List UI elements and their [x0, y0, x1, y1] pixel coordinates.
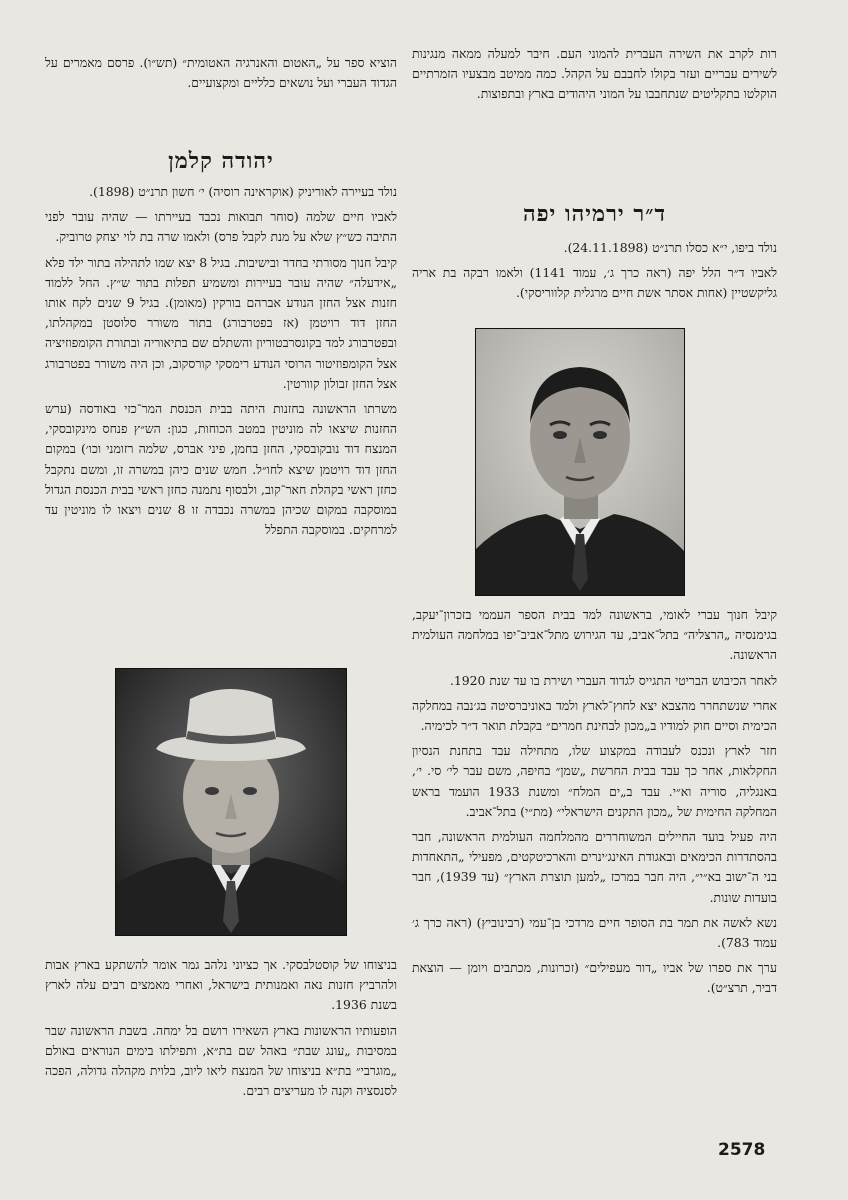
intro-paragraph: הוציא ספר על „האטום והאנרגיה האטומית״ (תש״ו). פרסם מאמרים על הגדוד העברי ועל נושאים כלליים ומקצועיים.: [45, 55, 397, 91]
portrait-yaffe-image: [476, 329, 684, 595]
right-column-intro: [412, 44, 777, 110]
portrait-photo-kalman: [115, 668, 347, 936]
bio-paragraph: אחרי שנשתחרר מהצבא יצא לחוץ־לארץ ולמד באוניברסיטה בג׳נבה במחלקה הכימית וסיים חוק למודיו ב„מכון לבחינת חמרים״ בקבלת תואר ד״ר לכימיה.: [412, 697, 777, 734]
portrait-photo-yaffe: [475, 328, 685, 596]
bio-paragraph: לאביו חיים שלמה (סוחר תבואות נכבד בעיירתו — שהיה עובר לפני התיבה כש״ץ שלא על מנת לקבל פרס) ולאמו שרה בת לוי יצחק טרוביק.: [45, 209, 397, 245]
intro-paragraph: רות לקרב את השירה העברית להמוני העם. חיבר למעלה ממאה מנגינות לשירים עבריים ועזר בקולו לחבבם על הקהל. כמה ממיטב מבצעיו הזמרתיים הוקלטו בתקליטים שנתחבבו על המוני היהודים בארץ ובתפוצות.: [412, 46, 777, 102]
bio-paragraph: בניצוחו של קוסטלבסקי. אך כציוני נלהב גמר אומר להשתקע בארץ אבות ולהרביץ חזנות נאה ואמנותית בישראל, ואחרי מאמצים רבים עלה לארץ בשנת 1936.: [45, 957, 397, 1013]
bio-paragraph: ערך את ספרו של אביו „דור מעפילים״ (זכרונות, מכתבים ויומן — הוצאת דביר, תרצ״ט).: [412, 960, 777, 996]
right-column-bio-main: [412, 605, 777, 1004]
bio-paragraph: נשא לאשה את תמר בת הסופר חיים מרדכי בן־עמי (רבינוביץ) (ראה כרך ג׳ עמוד 783).: [412, 914, 777, 951]
page-number: 2578: [718, 1140, 766, 1160]
bio-paragraph: קיבל חנוך מסורתי בחדר ובישיבות. בגיל 8 יצא שמו לתהילה בתור ילד פלא „אידעלה״ שהיה עובר בעיירות ומשמיע תפלות בתור ש״ץ. החל ללמוד חזנות אצל החזן הנודע אברהם בורקין (מאומן). בגיל 9 שנים לקח אותו החזן דוד רויטמן (אז בפטרבורג) בתור משורר סלוסטן במקהלתו, ובפטרבורג למד בקונסרבטוריון והשתלם שם בתיאוריה ובתורת הקומפוזיציה אצל הקומפוזיטור הרוסי הנודע רימסקי קורסקוב, וכן היה משורר בפטרבורג אצל החזן זבולון קוורטין.: [44, 254, 397, 391]
left-column-bio-bottom: [45, 955, 397, 1106]
right-column-bio-top: [412, 238, 777, 309]
bio-paragraph: קיבל חנוך עברי לאומי, בראשונה למד בבית הספר העממי בזכרון־יעקב, בגימנסיה „הרצליה״ בתל־אביב, עד הגירוש מתל־אביב־יפו במלחמה העולמית הראשונה.: [412, 607, 777, 663]
bio-paragraph: חזר לארץ ונכנס לעבודה במקצוע שלו, מתחילה עבד בתחנת הנסיון החקלאות, אחר כך עבד בבית החרשת „שמן״ בחיפה, משם עבר לי׳ סי. י׳, באנגליה, סוריה וא״י. עבד ב„ים המלח״ ומשנת 1933 הועמד בראש המחלקה החימית של „מכון התקנים הישראלי״ (מת״י) בתל־אביב.: [412, 743, 777, 819]
section-heading-kalman: יהודה קלמן: [168, 148, 274, 174]
left-column-bio-top: [45, 182, 397, 545]
bio-paragraph: נולד בעיירה לאוריניק (אוקראינה רוסיה) י׳ חשון תרנ״ט (1898).: [89, 184, 397, 199]
bio-paragraph: היה פעיל בועד החיילים המשוחררים מהמלחמה העולמית הראשונה, חבר בהסתדרות הכימאים ובאגודת האינג׳ינרים והארכיטקטים, מפעילי „התאחדות בני ה־ישוב בא״י״, היה חבר במרכז „למען תוצרת הארץ״ (עד 1939), חבר בועדות שונות.: [412, 829, 777, 905]
left-column-intro: [45, 53, 397, 98]
section-heading-yaffe: ד״ר ירמיהו יפה: [522, 201, 667, 227]
bio-paragraph: לאחר הכיבוש הבריטי התגייס לגדוד העברי ושירת בו עד שנת 1920.: [449, 672, 777, 688]
bio-paragraph: משרתו הראשונה בחזנות היתה בבית הכנסת המר־כזי באודסה (ערש החזנות שיצאו לה מוניטין במטב הכוחות, כגון: הש״ץ פנחס מינקובסקי, המנצח דוד נובקובסקי, החזן בחמן, פיני אברס, שלמה רזומני וכו׳) במקום החזן דוד רויטמן שיצא לחו״ל. חמש שנים כיהן במשרה זו, ומשם נתקבל כחזן ראשי בקהלת חאר־קוב, ולבסוף נתמנה כחזן ראשי בבית הכנסת הגדול במוסקבה במקום שכיהן במשרה נכבדה זו 8 שנים ויצאו לו מוניטין עד למרחקים. במוסקבה התפלל: [45, 401, 397, 538]
bio-paragraph: הופעותיו הראשונות בארץ השאירו רושם בל ימחה. בשבת הראשונה שבר במסיבות „עונג שבת״ באהל שם בת״א, ותפילתו בימים הנוראים באולם „מוגרבי״ בת״א בניצוחו של המנצח ליאו ליוב, בלוית מקהלה גדולה, הפכה לסנסציה וקנה לו מעריצים רבים.: [45, 1022, 397, 1099]
parents-line: לאביו ד״ר הלל יפה (ראה כרך ג׳, עמוד 1141) ולאמו רבקה בת אריה גליקשטיין (אחות אסתר אשת חיים מרגלית קלווריסקי).: [412, 265, 778, 301]
birth-line: נולד ביפו, י״א כסלו תרנ״ט (24.11.1898).: [563, 240, 777, 255]
portrait-kalman-image: [116, 669, 346, 935]
